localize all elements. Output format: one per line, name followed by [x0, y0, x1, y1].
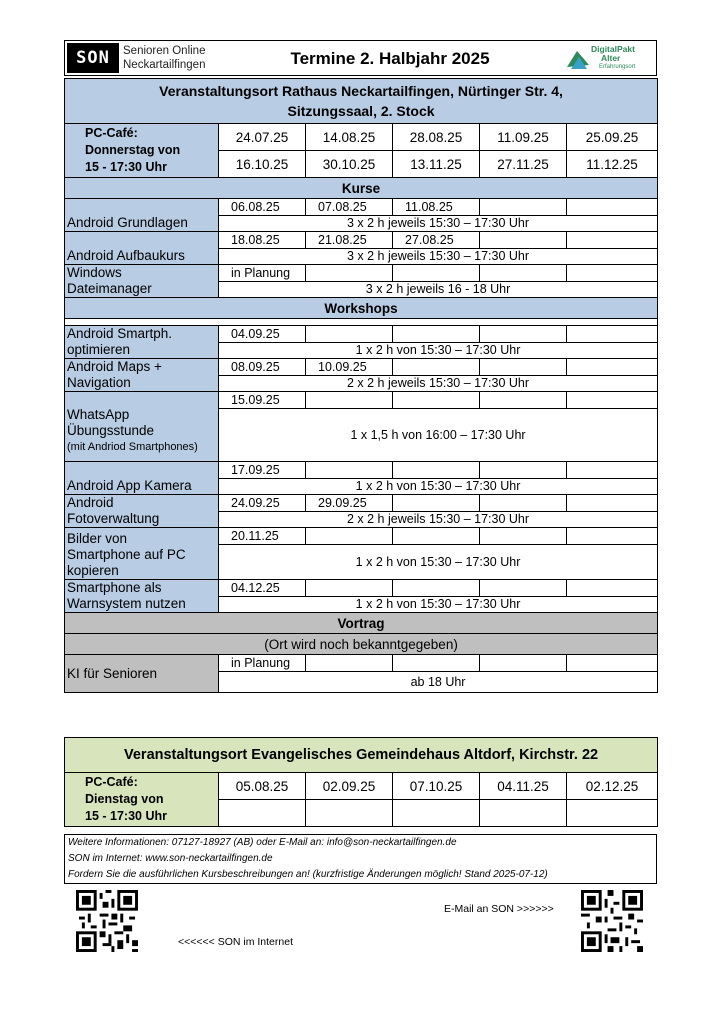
pccafe2-date: 05.08.25: [219, 773, 306, 800]
course-date: [306, 265, 393, 282]
workshop-note: 1 x 2 h von 15:30 – 17:30 Uhr: [219, 545, 658, 580]
course-date: in Planung: [219, 265, 306, 282]
workshop-label-line: Android Smartph.: [67, 326, 173, 341]
workshop-note: 2 x 2 h jeweils 15:30 – 17:30 Uhr: [219, 512, 658, 528]
pccafe2-line3: 15 - 17:30 Uhr: [85, 809, 167, 823]
spacer-row: [65, 319, 658, 326]
digitalpakt-line2: Alter: [601, 53, 621, 63]
venue2-heading: Veranstaltungsort Evangelisches Gemeindehaus Altdorf, Kirchstr. 22: [65, 738, 658, 773]
pccafe2-empty: [480, 800, 567, 827]
workshop-label: [65, 528, 219, 580]
workshop-date: [306, 580, 393, 597]
vortrag-date: [393, 655, 480, 672]
course-date: [393, 265, 480, 282]
workshop-date: [567, 392, 658, 409]
page-header: [64, 40, 657, 76]
workshop-date: [480, 326, 567, 343]
pccafe1-date: 30.10.25: [306, 151, 393, 178]
vortrag-subheading: (Ort wird noch bekanntgegeben): [65, 634, 658, 655]
digitalpakt-text: [591, 45, 653, 72]
workshop-date: [480, 580, 567, 597]
course-note: 3 x 2 h jeweils 16 - 18 Uhr: [219, 282, 658, 298]
course-date: 21.08.25: [306, 232, 393, 249]
course-note: 3 x 2 h jeweils 15:30 – 17:30 Uhr: [219, 249, 658, 265]
course-date: [567, 199, 658, 216]
workshop-date: [393, 326, 480, 343]
course-date: [480, 199, 567, 216]
course-date: 27.08.25: [393, 232, 480, 249]
workshop-label-line: Smartphone auf PC: [67, 547, 186, 562]
workshop-label: [65, 359, 219, 392]
workshop-label-line: Navigation: [67, 375, 131, 390]
course-date: 18.08.25: [219, 232, 306, 249]
workshop-label-line: Smartphone als: [67, 580, 162, 595]
course-date: 07.08.25: [306, 199, 393, 216]
workshop-date: 20.11.25: [219, 528, 306, 545]
son-logo-line1: Senioren Online: [123, 45, 206, 57]
workshop-date: [480, 495, 567, 512]
workshop-date: [567, 359, 658, 376]
workshop-date: [393, 392, 480, 409]
vortrag-date: in Planung: [219, 655, 306, 672]
workshops-heading: Workshops: [65, 298, 658, 319]
vortrag-date: [567, 655, 658, 672]
workshop-date: [393, 462, 480, 479]
workshop-date: [393, 580, 480, 597]
workshop-note: 1 x 2 h von 15:30 – 17:30 Uhr: [219, 343, 658, 359]
workshop-date: [480, 392, 567, 409]
workshop-label-line: (mit Andriod Smartphones): [67, 441, 198, 453]
course-date: 06.08.25: [219, 199, 306, 216]
pccafe2-date: 04.11.25: [480, 773, 567, 800]
workshop-label-line: Warnsystem nutzen: [67, 596, 186, 611]
course-date: 11.08.25: [393, 199, 480, 216]
workshop-date: 24.09.25: [219, 495, 306, 512]
workshop-label: [65, 495, 219, 528]
website-qr-caption: <<<<<< SON im Internet: [178, 936, 293, 948]
course-date: [480, 265, 567, 282]
son-logo: [67, 43, 217, 73]
info-line2: SON im Internet: www.son-neckartailfingen.de: [68, 853, 273, 864]
email-qr-caption: E-Mail an SON >>>>>>: [444, 903, 554, 915]
workshop-label-line: Android: [67, 495, 114, 510]
vortrag-label: KI für Senioren: [65, 655, 219, 693]
workshop-date: [567, 462, 658, 479]
workshop-date: 08.09.25: [219, 359, 306, 376]
workshop-date: 15.09.25: [219, 392, 306, 409]
vortrag-heading: Vortrag: [65, 613, 658, 634]
vortrag-date: [480, 655, 567, 672]
workshop-date: [480, 359, 567, 376]
workshop-label: [65, 580, 219, 613]
pccafe1-line1: PC-Café:: [85, 126, 138, 140]
info-line3: Fordern Sie die ausführlichen Kursbeschreibungen an! (kurzfristige Änderungen möglich! Stand 2025-07-12): [68, 869, 548, 880]
course-date: [480, 232, 567, 249]
pccafe2-line2: Dienstag von: [85, 792, 164, 806]
pccafe1-date: 27.11.25: [480, 151, 567, 178]
venue1-line2: Sitzungssaal, 2. Stock: [287, 103, 435, 119]
email-qr-code-icon[interactable]: [577, 890, 647, 952]
digitalpakt-line1: DigitalPakt: [591, 44, 635, 54]
digitalpakt-line3: Erfahrungsort: [599, 64, 636, 70]
pccafe2-empty: [306, 800, 393, 827]
son-logo-mark: SON: [67, 43, 119, 73]
pccafe1-date: 13.11.25: [393, 151, 480, 178]
pccafe1-date: 24.07.25: [219, 124, 306, 151]
course-label: [65, 265, 219, 298]
course-label-line: Dateimanager: [67, 281, 152, 296]
workshop-date: [567, 580, 658, 597]
pccafe1-date: 14.08.25: [306, 124, 393, 151]
workshop-date: 17.09.25: [219, 462, 306, 479]
website-qr-code-icon[interactable]: [72, 890, 142, 952]
pccafe1-line3: 15 - 17:30 Uhr: [85, 160, 167, 174]
workshop-note: 1 x 1,5 h von 16:00 – 17:30 Uhr: [219, 409, 658, 462]
vortrag-note: ab 18 Uhr: [219, 672, 658, 693]
workshop-date: 29.09.25: [306, 495, 393, 512]
course-label: Android Grundlagen: [65, 199, 219, 232]
workshop-date: [306, 392, 393, 409]
son-logo-text: [123, 44, 219, 72]
page-title: Termine 2. Halbjahr 2025: [290, 49, 490, 68]
pccafe1-label: [65, 124, 219, 178]
workshop-label-line: optimieren: [67, 342, 131, 357]
pccafe1-date: 11.12.25: [567, 151, 658, 178]
info-line1: Weitere Informationen: 07127-18927 (AB) oder E-Mail an: info@son-neckartailfingen.de: [68, 837, 457, 848]
workshop-label-line: Android Maps +: [67, 359, 162, 374]
workshop-label-line: Übungsstunde: [67, 423, 155, 438]
pccafe2-empty: [219, 800, 306, 827]
course-label-line: Windows: [67, 265, 122, 280]
pccafe1-date: 25.09.25: [567, 124, 658, 151]
workshop-date: [306, 528, 393, 545]
pccafe2-empty: [567, 800, 658, 827]
pccafe1-date: 28.08.25: [393, 124, 480, 151]
vortrag-date: [306, 655, 393, 672]
pccafe2-line1: PC-Café:: [85, 775, 138, 789]
workshop-label-line: kopieren: [67, 563, 119, 578]
pccafe2-label: [65, 773, 219, 827]
course-date: [567, 265, 658, 282]
pccafe2-empty: [393, 800, 480, 827]
workshop-date: [567, 495, 658, 512]
workshop-label: [65, 326, 219, 359]
venue1-heading: [65, 79, 658, 124]
workshop-label-line: Fotoverwaltung: [67, 511, 160, 526]
workshop-date: 10.09.25: [306, 359, 393, 376]
schedule-table: [64, 78, 658, 693]
workshop-date: [306, 462, 393, 479]
pccafe1-line2: Donnerstag von: [85, 143, 181, 157]
pccafe2-date: 02.09.25: [306, 773, 393, 800]
kurse-heading: Kurse: [65, 178, 658, 199]
digitalpakt-logo: [565, 43, 653, 73]
info-box: [64, 834, 657, 884]
workshop-date: [306, 326, 393, 343]
workshop-note: 1 x 2 h von 15:30 – 17:30 Uhr: [219, 479, 658, 495]
pccafe2-date: 02.12.25: [567, 773, 658, 800]
workshop-date: [480, 528, 567, 545]
workshop-label: Android App Kamera: [65, 462, 219, 495]
son-logo-line2: Neckartailfingen: [123, 59, 206, 71]
workshop-date: [567, 326, 658, 343]
workshop-date: 04.12.25: [219, 580, 306, 597]
workshop-date: [393, 495, 480, 512]
workshop-label-line: Bilder von: [67, 531, 128, 546]
workshop-date: [480, 462, 567, 479]
pccafe1-date: 16.10.25: [219, 151, 306, 178]
workshop-date: 04.09.25: [219, 326, 306, 343]
workshop-date: [393, 359, 480, 376]
pccafe1-date: 11.09.25: [480, 124, 567, 151]
digitalpakt-icon: [565, 47, 591, 71]
altdorf-table: [64, 737, 658, 827]
workshop-date: [567, 528, 658, 545]
venue1-line1: Veranstaltungsort Rathaus Neckartailfingen, Nürtinger Str. 4,: [159, 83, 563, 99]
workshop-label-line: WhatsApp: [67, 407, 130, 422]
pccafe2-date: 07.10.25: [393, 773, 480, 800]
workshop-label: [65, 392, 219, 462]
course-label: Android Aufbaukurs: [65, 232, 219, 265]
workshop-note: 1 x 2 h von 15:30 – 17:30 Uhr: [219, 597, 658, 613]
workshop-note: 2 x 2 h jeweils 15:30 – 17:30 Uhr: [219, 376, 658, 392]
course-date: [567, 232, 658, 249]
course-note: 3 x 2 h jeweils 15:30 – 17:30 Uhr: [219, 216, 658, 232]
workshop-date: [393, 528, 480, 545]
